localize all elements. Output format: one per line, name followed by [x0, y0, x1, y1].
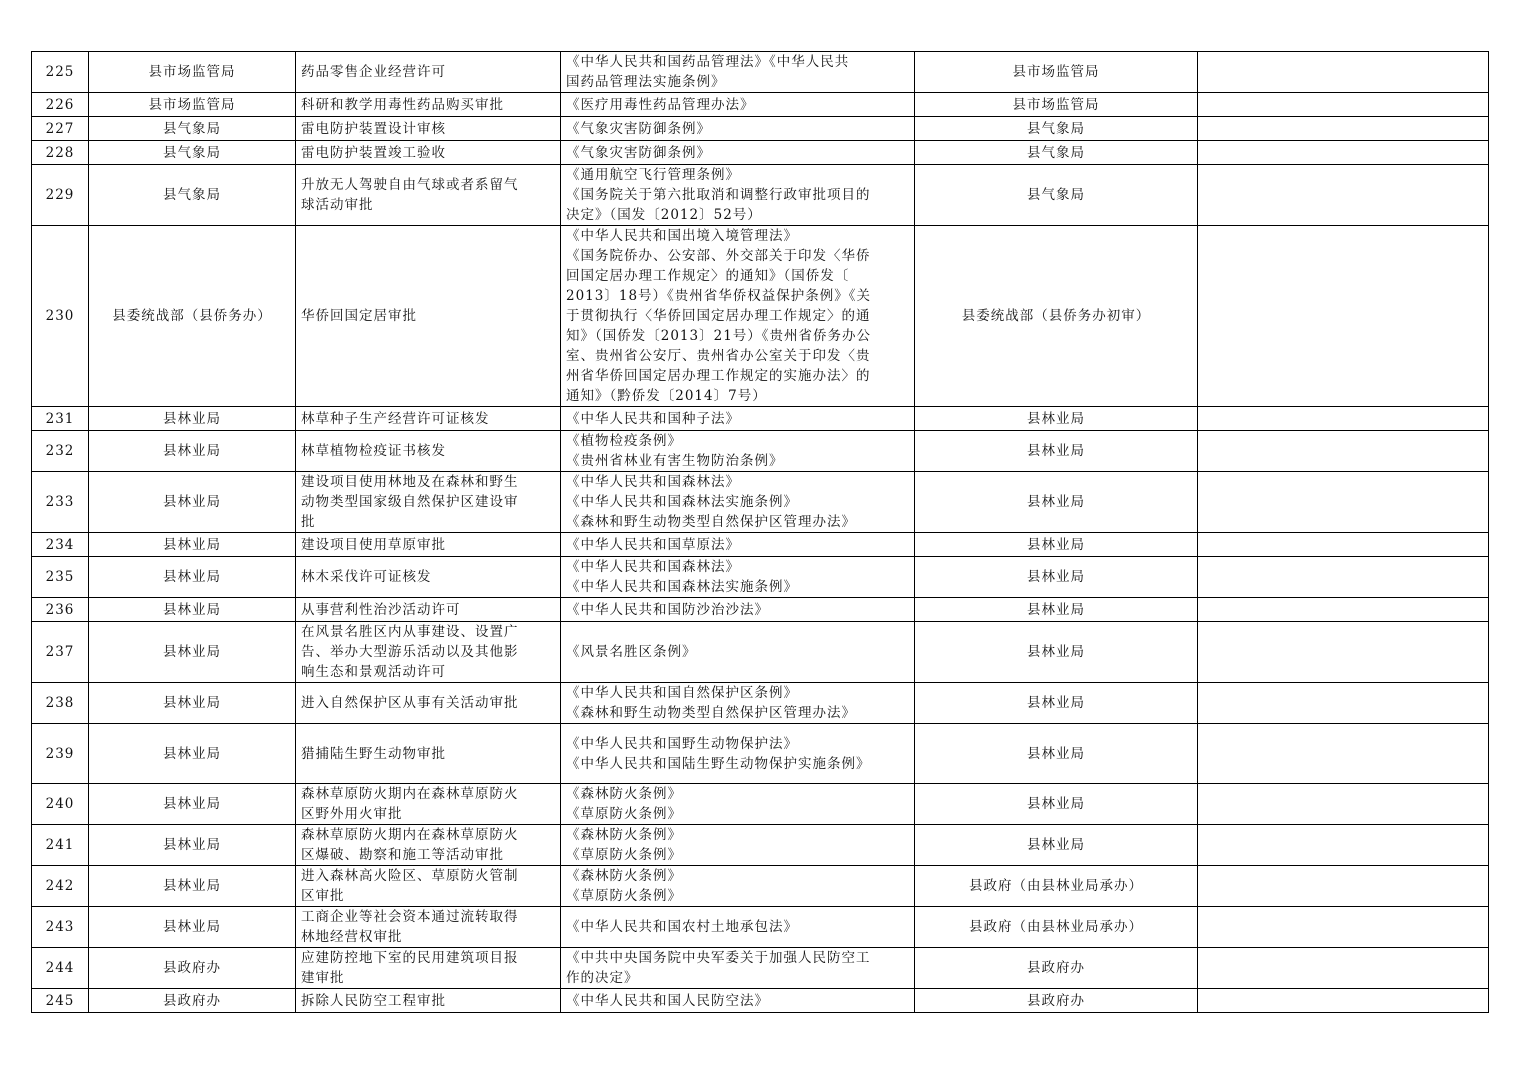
implementing-agency-cell: 县林业局 — [915, 407, 1198, 431]
legal-basis-cell — [561, 598, 915, 622]
row-number: 237 — [32, 622, 89, 683]
approval-item-line: 雷电防护装置竣工验收 — [301, 144, 446, 161]
remarks-cell — [1198, 557, 1489, 598]
legal-basis-cell — [561, 907, 915, 948]
legal-basis-cell — [561, 533, 915, 557]
remarks-cell — [1198, 598, 1489, 622]
approval-item-line: 批 — [301, 514, 316, 530]
implementing-agency-cell: 县市场监管局 — [915, 52, 1198, 93]
approval-item-line: 动物类型国家级自然保护区建设审 — [301, 494, 519, 510]
implementing-agency-cell: 县林业局 — [915, 431, 1198, 472]
implementing-agency-cell: 县气象局 — [915, 117, 1198, 141]
legal-basis-cell — [561, 989, 915, 1013]
row-number: 242 — [32, 866, 89, 907]
row-number: 244 — [32, 948, 89, 989]
remarks-cell — [1198, 52, 1489, 93]
department-cell: 县林业局 — [89, 533, 296, 557]
implementing-agency-cell: 县林业局 — [915, 825, 1198, 866]
table-row — [32, 533, 1489, 557]
remarks-cell — [1198, 165, 1489, 226]
approval-item-line: 林地经营权审批 — [301, 929, 403, 945]
table-row — [32, 557, 1489, 598]
legal-basis-line: 《草原防火条例》 — [566, 888, 682, 904]
department-cell: 县政府办 — [89, 989, 296, 1013]
table-row — [32, 622, 1489, 683]
approval-item-cell — [296, 622, 561, 683]
legal-basis-line: 《风景名胜区条例》 — [566, 644, 697, 660]
approval-item-line: 区爆破、勘察和施工等活动审批 — [301, 847, 504, 863]
remarks-cell — [1198, 683, 1489, 724]
approval-item-line: 工商企业等社会资本通过流转取得 — [301, 909, 519, 925]
approval-item-cell — [296, 141, 561, 165]
row-number: 234 — [32, 533, 89, 557]
implementing-agency-cell: 县林业局 — [915, 533, 1198, 557]
remarks-cell — [1198, 431, 1489, 472]
table-row — [32, 226, 1489, 407]
row-number: 238 — [32, 683, 89, 724]
approval-item-cell — [296, 683, 561, 724]
department-cell: 县林业局 — [89, 598, 296, 622]
table-row — [32, 52, 1489, 93]
approval-item-cell — [296, 533, 561, 557]
implementing-agency-cell: 县政府（由县林业局承办） — [915, 866, 1198, 907]
table-row — [32, 989, 1489, 1013]
department-cell: 县林业局 — [89, 472, 296, 533]
legal-basis-line: 《中共中央国务院中央军委关于加强人民防空工 — [566, 950, 871, 966]
approval-item-line: 猎捕陆生野生动物审批 — [301, 745, 446, 762]
legal-basis-line: 《通用航空飞行管理条例》 — [566, 167, 740, 183]
approval-item-line: 应建防控地下室的民用建筑项目报 — [301, 950, 519, 966]
legal-basis-line: 《中华人民共和国出境入境管理法》 — [566, 228, 798, 244]
approval-item-cell — [296, 52, 561, 93]
legal-basis-line: 州省华侨回国定居办理工作规定的实施办法〉的 — [566, 368, 871, 384]
legal-basis-line: 《中华人民共和国草原法》 — [566, 536, 740, 553]
approval-item-line: 升放无人驾驶自由气球或者系留气 — [301, 177, 519, 193]
legal-basis-cell — [561, 407, 915, 431]
remarks-cell — [1198, 784, 1489, 825]
approval-item-line: 森林草原防火期内在森林草原防火 — [301, 827, 519, 843]
legal-basis-cell — [561, 52, 915, 93]
legal-basis-line: 回国定居办理工作规定〉的通知》（国侨发〔 — [566, 268, 850, 284]
table-row — [32, 117, 1489, 141]
approval-item-cell — [296, 226, 561, 407]
row-number: 243 — [32, 907, 89, 948]
legal-basis-line: 《中华人民共和国森林法》 — [566, 474, 740, 490]
legal-basis-line: 《森林防火条例》 — [566, 868, 682, 884]
implementing-agency-cell: 县林业局 — [915, 683, 1198, 724]
legal-basis-cell — [561, 431, 915, 472]
implementing-agency-cell: 县林业局 — [915, 598, 1198, 622]
table-row — [32, 598, 1489, 622]
remarks-cell — [1198, 866, 1489, 907]
approval-item-line: 进入森林高火险区、草原防火管制 — [301, 868, 519, 884]
department-cell: 县林业局 — [89, 431, 296, 472]
table-row — [32, 165, 1489, 226]
approval-item-cell — [296, 825, 561, 866]
approval-item-cell — [296, 472, 561, 533]
department-cell: 县林业局 — [89, 622, 296, 683]
department-cell: 县政府办 — [89, 948, 296, 989]
department-cell: 县气象局 — [89, 141, 296, 165]
legal-basis-line: 《国务院关于第六批取消和调整行政审批项目的 — [566, 187, 871, 203]
table-row — [32, 93, 1489, 117]
department-cell: 县林业局 — [89, 866, 296, 907]
approval-item-line: 区审批 — [301, 888, 345, 904]
legal-basis-line: 《医疗用毒性药品管理办法》 — [566, 96, 755, 113]
remarks-cell — [1198, 117, 1489, 141]
legal-basis-line: 《国务院侨办、公安部、外交部关于印发〈华侨 — [566, 248, 871, 264]
legal-basis-line: 《中华人民共和国野生动物保护法》 — [566, 735, 798, 752]
row-number: 235 — [32, 557, 89, 598]
legal-basis-line: 《中华人民共和国森林法实施条例》 — [566, 494, 798, 510]
row-number: 226 — [32, 93, 89, 117]
legal-basis-line: 《中华人民共和国人民防空法》 — [566, 992, 769, 1009]
legal-basis-line: 《气象灾害防御条例》 — [566, 144, 711, 161]
table-row — [32, 948, 1489, 989]
approval-item-line: 林木采伐许可证核发 — [301, 569, 432, 585]
remarks-cell — [1198, 724, 1489, 784]
legal-basis-line: 《中华人民共和国种子法》 — [566, 410, 740, 427]
remarks-cell — [1198, 533, 1489, 557]
remarks-cell — [1198, 989, 1489, 1013]
row-number: 227 — [32, 117, 89, 141]
approval-item-line: 球活动审批 — [301, 197, 374, 213]
table-row — [32, 431, 1489, 472]
table-row — [32, 825, 1489, 866]
legal-basis-line: 《森林和野生动物类型自然保护区管理办法》 — [566, 514, 856, 530]
approval-item-line: 雷电防护装置设计审核 — [301, 120, 446, 137]
approval-item-line: 建设项目使用林地及在森林和野生 — [301, 474, 519, 490]
legal-basis-line: 《草原防火条例》 — [566, 847, 682, 863]
legal-basis-line: 《森林防火条例》 — [566, 827, 682, 843]
approval-item-cell — [296, 907, 561, 948]
department-cell: 县林业局 — [89, 407, 296, 431]
legal-basis-line: 《中华人民共和国自然保护区条例》 — [566, 685, 798, 701]
remarks-cell — [1198, 622, 1489, 683]
row-number: 228 — [32, 141, 89, 165]
approval-item-line: 科研和教学用毒性药品购买审批 — [301, 96, 504, 113]
remarks-cell — [1198, 226, 1489, 407]
row-number: 232 — [32, 431, 89, 472]
row-number: 233 — [32, 472, 89, 533]
implementing-agency-cell: 县委统战部（县侨务办初审） — [915, 226, 1198, 407]
legal-basis-cell — [561, 622, 915, 683]
table-row — [32, 724, 1489, 784]
approval-item-line: 区野外用火审批 — [301, 806, 403, 822]
legal-basis-cell — [561, 557, 915, 598]
table-row — [32, 866, 1489, 907]
approval-item-line: 从事营利性治沙活动许可 — [301, 601, 461, 618]
legal-basis-cell — [561, 93, 915, 117]
department-cell: 县林业局 — [89, 907, 296, 948]
approval-item-cell — [296, 117, 561, 141]
approval-item-line: 进入自然保护区从事有关活动审批 — [301, 695, 519, 711]
legal-basis-line: 《草原防火条例》 — [566, 806, 682, 822]
legal-basis-line: 作的决定》 — [566, 970, 639, 986]
legal-basis-line: 通知》（黔侨发〔2014〕7号） — [566, 388, 767, 404]
department-cell: 县委统战部（县侨务办） — [89, 226, 296, 407]
implementing-agency-cell: 县政府办 — [915, 948, 1198, 989]
table-row — [32, 784, 1489, 825]
legal-basis-cell — [561, 784, 915, 825]
row-number: 230 — [32, 226, 89, 407]
department-cell: 县林业局 — [89, 557, 296, 598]
implementing-agency-cell: 县林业局 — [915, 724, 1198, 784]
row-number: 241 — [32, 825, 89, 866]
department-cell: 县气象局 — [89, 165, 296, 226]
table-body — [32, 52, 1489, 1013]
legal-basis-cell — [561, 866, 915, 907]
implementing-agency-cell: 县气象局 — [915, 141, 1198, 165]
legal-basis-line: 《中华人民共和国陆生野生动物保护实施条例》 — [566, 755, 871, 772]
approval-item-cell — [296, 165, 561, 226]
department-cell: 县林业局 — [89, 724, 296, 784]
legal-basis-cell — [561, 472, 915, 533]
implementing-agency-cell: 县林业局 — [915, 622, 1198, 683]
department-cell: 县林业局 — [89, 784, 296, 825]
approval-item-line: 林草种子生产经营许可证核发 — [301, 410, 490, 427]
approval-item-line: 告、举办大型游乐活动以及其他影 — [301, 644, 519, 660]
legal-basis-line: 《植物检疫条例》 — [566, 433, 682, 449]
remarks-cell — [1198, 141, 1489, 165]
row-number: 239 — [32, 724, 89, 784]
remarks-cell — [1198, 93, 1489, 117]
implementing-agency-cell: 县气象局 — [915, 165, 1198, 226]
legal-basis-line: 《中华人民共和国防沙治沙法》 — [566, 601, 769, 618]
department-cell: 县气象局 — [89, 117, 296, 141]
legal-basis-line: 国药品管理法实施条例》 — [566, 74, 726, 90]
approval-item-cell — [296, 784, 561, 825]
row-number: 225 — [32, 52, 89, 93]
row-number: 236 — [32, 598, 89, 622]
legal-basis-line: 《中华人民共和国森林法》 — [566, 559, 740, 575]
approval-item-cell — [296, 866, 561, 907]
approval-item-line: 响生态和景观活动许可 — [301, 664, 446, 680]
table-row — [32, 907, 1489, 948]
legal-basis-cell — [561, 724, 915, 784]
table-row — [32, 683, 1489, 724]
department-cell: 县市场监管局 — [89, 52, 296, 93]
department-cell: 县林业局 — [89, 683, 296, 724]
remarks-cell — [1198, 948, 1489, 989]
approval-item-line: 建审批 — [301, 970, 345, 986]
remarks-cell — [1198, 472, 1489, 533]
legal-basis-cell — [561, 683, 915, 724]
approval-item-cell — [296, 407, 561, 431]
approval-item-line: 在风景名胜区内从事建设、设置广 — [301, 624, 519, 640]
approval-item-cell — [296, 557, 561, 598]
approval-item-line: 华侨回国定居审批 — [301, 308, 417, 324]
table-row — [32, 472, 1489, 533]
legal-basis-line: 2013〕18号）《贵州省华侨权益保护条例》《关 — [566, 288, 872, 304]
legal-basis-line: 《中华人民共和国农村土地承包法》 — [566, 919, 798, 935]
row-number: 240 — [32, 784, 89, 825]
legal-basis-cell — [561, 117, 915, 141]
legal-basis-line: 知》（国侨发〔2013〕21号）《贵州省侨务办公 — [566, 328, 872, 344]
implementing-agency-cell: 县政府（由县林业局承办） — [915, 907, 1198, 948]
remarks-cell — [1198, 907, 1489, 948]
approval-item-cell — [296, 431, 561, 472]
legal-basis-line: 《森林和野生动物类型自然保护区管理办法》 — [566, 705, 856, 721]
approval-item-cell — [296, 598, 561, 622]
legal-basis-line: 于贯彻执行〈华侨回国定居办理工作规定〉的通 — [566, 308, 871, 324]
row-number: 231 — [32, 407, 89, 431]
approval-item-line: 森林草原防火期内在森林草原防火 — [301, 786, 519, 802]
legal-basis-cell — [561, 141, 915, 165]
legal-basis-line: 《森林防火条例》 — [566, 786, 682, 802]
table-row — [32, 141, 1489, 165]
approval-items-table — [31, 51, 1489, 1013]
implementing-agency-cell: 县市场监管局 — [915, 93, 1198, 117]
legal-basis-line: 室、贵州省公安厅、贵州省办公室关于印发〈贵 — [566, 348, 871, 364]
remarks-cell — [1198, 825, 1489, 866]
table-row — [32, 407, 1489, 431]
approval-item-line: 林草植物检疫证书核发 — [301, 443, 446, 459]
approval-item-cell — [296, 724, 561, 784]
implementing-agency-cell: 县林业局 — [915, 472, 1198, 533]
legal-basis-line: 《中华人民共和国森林法实施条例》 — [566, 579, 798, 595]
implementing-agency-cell: 县林业局 — [915, 557, 1198, 598]
legal-basis-cell — [561, 948, 915, 989]
department-cell: 县林业局 — [89, 825, 296, 866]
approval-item-line: 建设项目使用草原审批 — [301, 536, 446, 553]
legal-basis-line: 《贵州省林业有害生物防治条例》 — [566, 453, 784, 469]
legal-basis-cell — [561, 825, 915, 866]
approval-item-cell — [296, 948, 561, 989]
department-cell: 县市场监管局 — [89, 93, 296, 117]
legal-basis-line: 《气象灾害防御条例》 — [566, 120, 711, 137]
legal-basis-line: 决定》（国发〔2012〕52号） — [566, 207, 762, 223]
approval-item-cell — [296, 93, 561, 117]
remarks-cell — [1198, 407, 1489, 431]
implementing-agency-cell: 县林业局 — [915, 784, 1198, 825]
legal-basis-cell — [561, 165, 915, 226]
row-number: 229 — [32, 165, 89, 226]
row-number: 245 — [32, 989, 89, 1013]
approval-item-line: 药品零售企业经营许可 — [301, 64, 446, 80]
approval-item-cell — [296, 989, 561, 1013]
approval-item-line: 拆除人民防空工程审批 — [301, 992, 446, 1009]
implementing-agency-cell: 县政府办 — [915, 989, 1198, 1013]
legal-basis-cell — [561, 226, 915, 407]
legal-basis-line: 《中华人民共和国药品管理法》《中华人民共 — [566, 54, 850, 70]
